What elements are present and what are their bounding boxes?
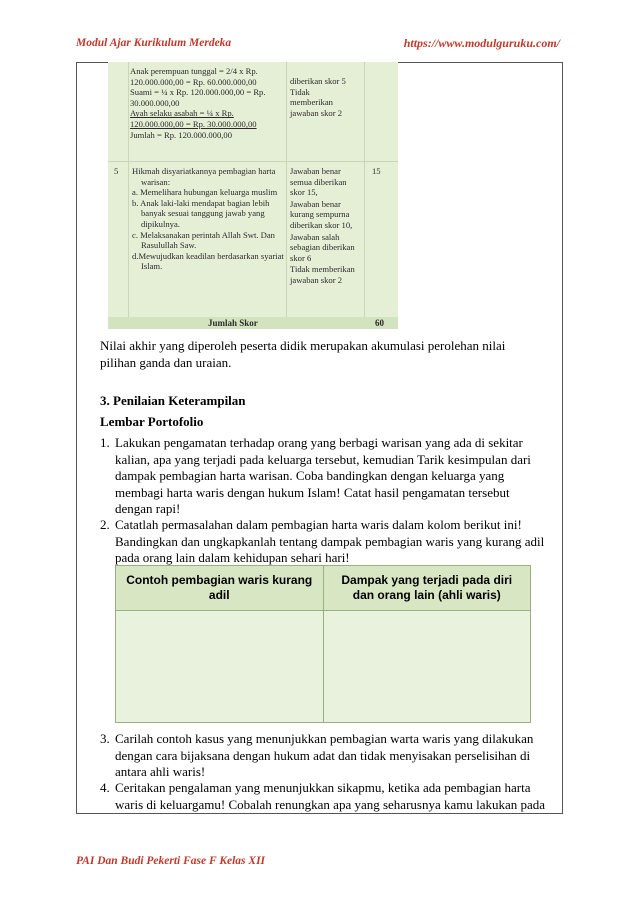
section-heading-keterampilan: 3. Penilaian Keterampilan [100,393,246,408]
rubric-row5-scoring: Jawaban benar semua diberikan skor 15, Jawaban benar kurang sempurna diberikan skor 10, Jawaban salah sebagian diberikan skor 6 Tidak memberikan jawaban skor 2 [290,166,355,285]
list-item: 2. Catatlah permasalahan dalam pembagian harta waris dalam kolom berikut ini! Bandingkan dan ungkapkanlah tentang dampak pembagian waris yang kurang adil pada orang lain dalam kehidupan sehari hari! [100,517,545,565]
rubric-total-value: 60 [375,318,384,328]
table-cell-impact[interactable] [323,611,531,723]
list-item: 3. Carilah contoh kasus yang menunjukkan pembagian warta waris yang dilakukan dengan cara bijaksana dengan hukum adat dan tidak menyisakan perselisihan di antara ahli waris! [100,731,534,779]
rubric-row5-max-score: 15 [372,166,381,176]
rubric-total-label: Jumlah Skor [208,318,258,328]
list-item: 1. Lakukan pengamatan terhadap orang yang berbagi warisan yang ada di sekitar kalian, apa yang terjadi pada keluarga tersebut, kemudian Tarik kesimpulan dari dampak pembagian harta warisan. Coba bandingkan dengan keluarga yang membagi harta waris dengan hukum Islam! Catat hasil pengamatan tersebut dengan rapi! [100,435,531,516]
header-website-link[interactable]: https://www.modulguruku.com/ [403,36,560,50]
rubric-row5-question: Hikmah disyariatkannya pembagian harta warisan: a. Memelihara hubungan keluarga muslim b. Anak laki-laki mendapat bagian lebih banyak sesuai tanggung jawab yang dipikulnya. c. Melaksanakan perintah Allah Swt. Dan Rasulullah Saw. d.Mewujudkan keadilan berdasarkan syariat Islam. [132,166,284,272]
table-cell-example[interactable] [116,611,324,723]
final-score-paragraph: Nilai akhir yang diperoleh peserta didik merupakan akumulasi perolehan nilai pilihan ganda dan uraian. [100,338,506,370]
rubric-prev-answer: Anak perempuan tunggal = 2/4 x Rp. 120.000.000,00 = Rp. 60.000.000,00 Suami = ¼ x Rp. 120.000.000,00 = Rp. 30.000.000,00 Ayah selaku asabah = ¼ x Rp. 120.000.000,00 = Rp. 30.000.000,00 Jumlah = Rp. 120.000.000,00 [130,66,266,140]
rubric-table-image [108,62,398,329]
portfolio-table [115,565,531,723]
list-item: 4. Ceritakan pengalaman yang menunjukkan sikapmu, ketika ada pembagian harta waris di keluargamu! Cobalah renungkan apa yang seharusnya kamu lakukan pada [100,780,546,812]
table-header-example: Contoh pembagian waris kurang adil [116,566,324,611]
subheading-portofolio: Lembar Portofolio [100,414,204,429]
table-header-impact: Dampak yang terjadi pada diri dan orang lain (ahli waris) [323,566,531,611]
header-module-title: Modul Ajar Kurikulum Merdeka [76,37,232,49]
footer-subject: PAI Dan Budi Pekerti Fase F Kelas XII [76,855,266,867]
rubric-row5-number: 5 [114,166,119,176]
rubric-prev-scoring: diberikan skor 5 Tidak memberikan jawaban skor 2 [290,76,346,118]
